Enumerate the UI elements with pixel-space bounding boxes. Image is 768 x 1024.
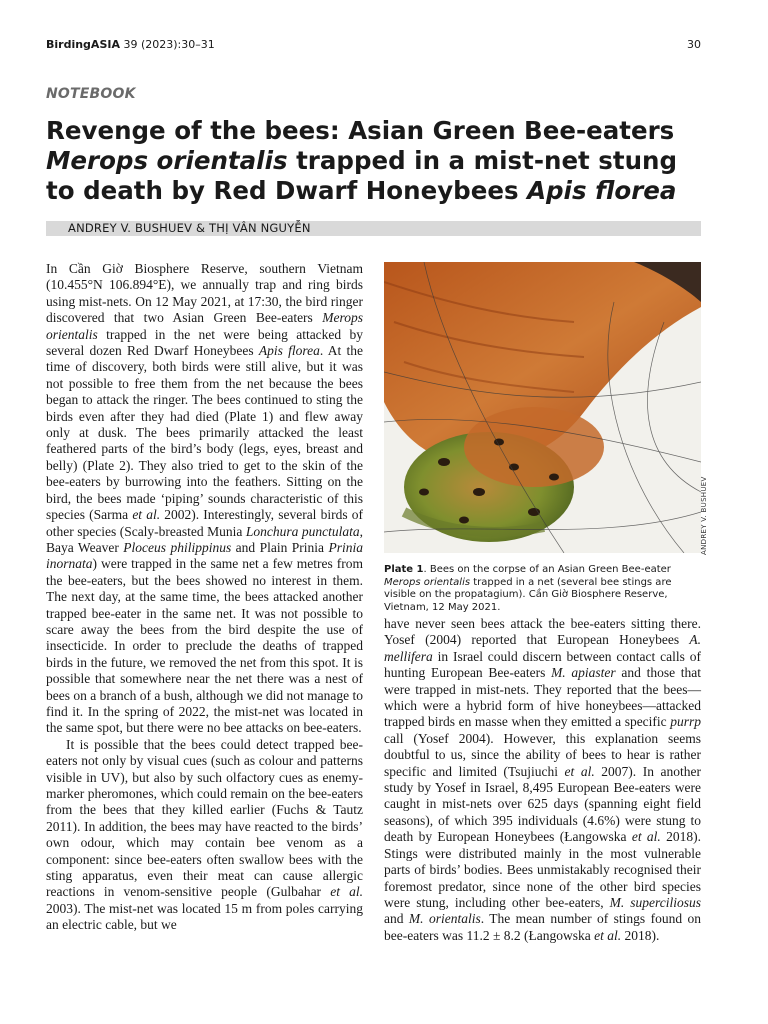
authors-bar: [46, 221, 701, 236]
citation-etal: et al.: [564, 763, 595, 779]
article-title: [46, 116, 716, 206]
text-span: 2002). Interestingly, several birds of other species (Scaly-breasted Munia: [46, 507, 364, 539]
citation-etal: et al.: [132, 507, 161, 523]
authors: ANDREY V. BUSHUEV & THỊ VÂN NGUYỄN: [68, 221, 311, 235]
species-name: Prinia inornata: [46, 539, 363, 572]
bee-eater-image: [384, 262, 701, 553]
text-span: 2018).: [621, 927, 660, 943]
caption-text: . Bees on the corpse of an Asian Green Bee-eater: [423, 564, 671, 575]
journal-name: BirdingASIA: [46, 38, 120, 51]
title-line-1: Revenge of the bees: Asian Green Bee-eaters: [46, 116, 675, 145]
page-number: 30: [687, 38, 701, 51]
citation-etal: et al.: [330, 884, 363, 900]
paragraph-2-continued: [384, 616, 701, 944]
text-span: ) were trapped in the same net a few metres from the bee-eaters, but the bees showed no interest in them. The next day, at the same time, the bees attacked another trapped bee-eater in the same net. It was not possible to scare away the bees from the bird despite the use of insecticide. In order to preclude the deaths of trapped birds in the future, we removed the net from this spot. It is possible that somewhere near the net there was a nest of bees on a branch of a bush, although we did not manage to find it. In the spring of 2022, the mist-net was located in the same spot, but there were no bee attacks on bee-eaters.: [46, 556, 363, 736]
paragraph-1: [46, 261, 363, 737]
text-span: have never seen bees attack the bee-eaters sitting there. Yosef (2004) reported that European Honeybees: [384, 616, 701, 648]
text-span: 2007). In another study by Yosef in Israel, 8,495 European Bee-eaters were caught in mist-nets over 625 days (spanning eight field seasons), of which 395 individuals (4.6%) were stung to death by European Honeybees (Łangowska: [384, 763, 701, 845]
body-column-right: [384, 616, 701, 944]
text-span: It is possible that the bees could detect trapped bee-eaters not only by visual cues (such as colour and patterns visible in UV), but also by such olfactory cues as enemy-marker pheromones, which could remain on the bee-eaters from the bees that they killed earlier (Fuchs & Tautz 2011). In addition, the bees may have reacted to the birds’ own odour, which may contain bee venom as a component: since bee-eaters often swallow bees with the sting apparatus, even their meat can cause allergic reactions in venom-sensitive people (Gulbahar: [46, 736, 363, 900]
species-name: A. mellifera: [384, 632, 701, 664]
text-span: . At the time of discovery, both birds were still alive, but it was not possible to free them from the net because the bees began to attack the ringer. The bees continued to sting the birds even after they had died (Plate 1) and flew away only at dusk. The bees primarily attacked the least feathered parts of the bird’s body (legs, eyes, breast and belly) (Plate 2). They also tried to get to the skin of the bee-eaters by burrowing into the feathers. Sitting on the bird, the bees made ‘piping’ sounds characteristic of this species (Sarma: [46, 343, 364, 523]
citation-volume: 39 (2023):30–31: [119, 38, 215, 51]
text-span: in Israel could discern between contact calls of hunting European Bee-eaters: [384, 648, 701, 681]
species-name: Apis florea: [258, 343, 320, 359]
plate-caption: [384, 564, 701, 614]
text-span: and: [384, 911, 409, 927]
text-span: . The mean number of stings found on bee-eaters was 11.2 ± 8.2 (Łangowska: [384, 911, 702, 943]
title-line-2: [46, 146, 716, 176]
citation-etal: et al.: [594, 927, 622, 943]
title-line-3-text: to death by Red Dwarf Honeybees: [46, 176, 528, 205]
text-span: , Baya Weaver: [46, 523, 364, 555]
caption-species: Merops orientalis: [384, 576, 471, 588]
text-span: and Plain Prinia: [231, 539, 329, 555]
plate-1-photo: [384, 262, 701, 553]
body-column-left: [46, 261, 363, 934]
running-head: [46, 38, 701, 51]
species-name: M. apiaster: [551, 665, 616, 681]
title-species-1: Merops orientalis: [46, 146, 288, 175]
title-line-3: [46, 176, 716, 206]
text-span: 2003). The mist-net was located 15 m from poles carrying an electric cable, but we: [46, 900, 363, 933]
caption-label: Plate 1: [384, 564, 424, 575]
title-line-2-text: trapped in a mist-net stung: [287, 146, 678, 175]
text-span: call (Yosef 2004). However, this explanation seems doubtful to us, since the ability of bees to hear is rather specific and limited (Tsujiuchi: [384, 730, 701, 779]
paragraph-2: [46, 737, 363, 934]
title-species-2: Apis florea: [527, 176, 677, 205]
species-name: M. orientalis: [408, 911, 481, 927]
citation-etal: et al.: [631, 829, 661, 845]
text-span: trapped in the net were being attacked by several dozen Red Dwarf Honeybees: [46, 326, 363, 359]
species-name: Merops orientalis: [46, 310, 363, 342]
call-name: purrp: [670, 714, 701, 730]
section-label: NOTEBOOK: [46, 86, 136, 102]
caption-text-rest: trapped in a net (several bee stings are visible on the propatagium). Cần Giờ Biosphere Reserve, Vietnam, 12 May 2021.: [384, 576, 672, 613]
species-name: Ploceus philippinus: [123, 539, 232, 555]
species-name: M. superciliosus: [609, 894, 702, 910]
text-span: In Cần Giờ Biosphere Reserve, southern Vietnam (10.455°N 106.894°E), we annually trap and ring birds using mist-nets. On 12 May 2021, at 17:30, the bird ringer discovered that two Asian Green Bee-eaters: [46, 261, 363, 326]
species-name: Lonchura punctulata: [245, 523, 360, 539]
text-span: and those that were trapped in mist-nets. They reported that the bees—which were a hybrid form of hive honeybees—attacked trapped birds en masse when they emitted a specific: [384, 665, 702, 730]
text-span: 2018). Stings were distributed mainly in the most vulnerable parts of birds’ bodies. Bees unmistakably recognised their foremost predator, since none of the other bird species were stung, including other bee-eaters,: [384, 829, 702, 910]
photo-credit: ANDREY V. BUSHUEV: [700, 476, 708, 555]
journal-citation: [46, 38, 215, 51]
